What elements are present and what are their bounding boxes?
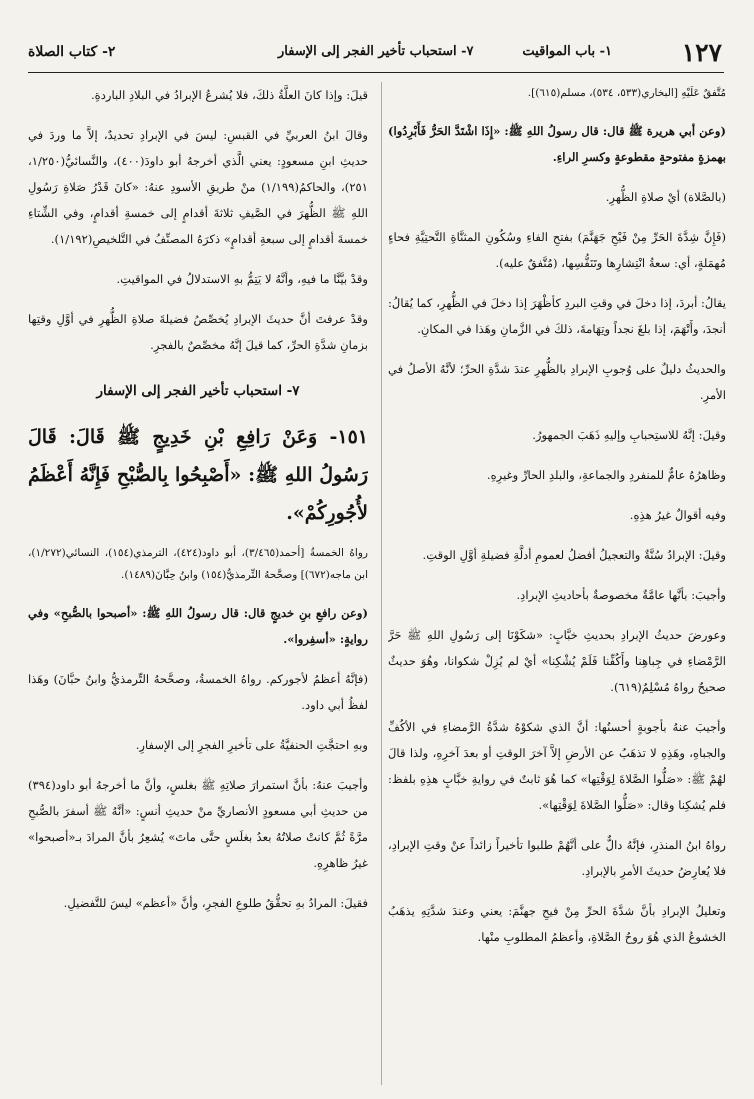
- paragraph: يقالُ: أبردَ، إذا دخلَ في وقتِ البردِ كأظْهَرَ إذا دخلَ في الظُّهرِ، كما يُقالُ: أنجدَ، وأَتْهَمَ، إذا بلغَ نجداً وتِهَامةَ، ذلكَ في الزَّمانِ وهَذا في المكانِ.: [388, 296, 726, 336]
- paragraph: (فإنَّهُ أعظمُ لأجوركم. رواهُ الخمسةُ، وصحَّحهُ التِّرمذيُّ وابنُ حبَّانَ) وهَذا لفظُ أبي داود.: [28, 672, 368, 712]
- paragraph: وقدْ عرفتَ أنَّ حديثَ الإبرادِ يُخصِّصُ فضيلةَ صلاةِ الظُّهرِ في أوَّلِ وقتِها بزمانِ شدَّةِ الحرِّ، كما قيلَ إنَّهُ مخصِّصٌ بالفجرِ.: [28, 312, 368, 352]
- page-number: ١٢٧: [681, 38, 722, 67]
- right-column: [388, 82, 726, 1089]
- hadith-text: ١٥١- وَعَنْ رَافِعِ بْنِ خَدِيجٍ ﷺ قَالَ: قَالَ رَسُولُ اللهِ ﷺ: «أَصْبِحُوا بِالصُّبْحِ فَإِنَّهُ أَعْظَمُ لأُجُورِكُمْ».: [28, 426, 368, 524]
- paragraph: وفيه أقوالٌ غيرُ هذِهِ.: [629, 508, 726, 522]
- column-divider: [381, 82, 382, 1085]
- paragraph: رواهُ ابنُ المنذرِ، فإنَّهُ دالٌّ على أنَّهُمْ طلبوا تأخيراً زائداً عنْ وقتِ الإبرادِ، فلا يُعارِضُ حديثَ الأمرِ بالإبرادِ.: [388, 838, 726, 878]
- paragraph: فقيلَ: المرادُ بهِ تحقُّقُ طلوعِ الفجرِ، وأنَّ «أعظم» ليسَ للتَّفضيلِ.: [63, 896, 368, 910]
- right-column-paragraphs: [388, 82, 726, 950]
- left-column-bottom-paragraphs: [28, 542, 368, 916]
- reference-note: مُتَّفقٌ عَلَيْهِ [البخاري(٥٣٣، ٥٣٤)، مسلم(٦١٥)].: [527, 87, 726, 99]
- paragraph: (بالصَّلاة) أيْ صلاةِ الظُّهرِ.: [605, 190, 726, 204]
- paragraph: وقالَ ابنُ العربيِّ في القبسِ: ليسَ في الإبرادِ تحديدٌ، إلاَّ ما وردَ في حديثِ ابنِ مسعودٍ: يعني الَّذي أخرجهُ أبو داودَ(٤٠٠)، والنَّسائيُّ(١/٢٥٠، ٢٥١)، والحاكمُ(١/١٩٩) منْ طريقِ الأسودِ عنهُ: «كانَ قَدْرُ صَلاةِ رَسُولِ اللهِ ﷺ الظُّهرَ في الصَّيفِ ثلاثةَ أقدامٍ إلى خمسةِ أقدامٍ، وفي الشِّتاءِ خمسةَ أقدامٍ إلى سبعةِ أقدامٍ» ذكرَهُ المصنِّفُ في التَّلخيصِ(١/١٩٢).: [28, 128, 368, 246]
- paragraph: وبهِ احتجَّتِ الحنفيَّةُ على تأخيرِ الفجرِ إلى الإسفارِ.: [135, 738, 368, 752]
- section-heading: ٧- استحباب تأخير الفجر إلى الإسفار: [96, 383, 300, 399]
- reference-note: رواهُ الخمسةُ [أحمد(٣/٤٦٥)، أبو داود(٤٢٤)، الترمذي(١٥٤)، النسائي(١/٢٧٢)، ابن ماجه(٦٧٢)] وصحَّحهُ التِّرمذيُّ(١٥٤) وابنُ حِبَّانَ(١٤٨٩).: [28, 547, 368, 581]
- left-column: [28, 82, 368, 1089]
- paragraph: وأجيبَ عنهُ بأجوبةٍ أحسنُها: أنَّ الذي شكوْهُ شدَّةُ الرَّمضاءِ في الأكُفِّ والجباهِ، وهَذِهِ لا تذهَبُ عن الأرضِ إلاَّ آخرَ الوقتِ أو بعدَ آخرِهِ، ولذا قالَ لهُمْ ﷺ: «صَلُّوا الصَّلاةَ لِوَقْتِها» كما هُوَ ثابتٌ في روايةِ خبَّابٍ هذِهِ بلفظ: فلم يُشكِنا وقال: «صَلُّوا الصَّلاةَ لِوَقْتِها».: [388, 720, 726, 812]
- paragraph: وأجيبَ: بأنَّها عامَّةٌ مخصوصةٌ بأحاديثِ الإبرادِ.: [516, 588, 726, 602]
- header-section-title: ١- باب المواقيت: [522, 44, 612, 59]
- paragraph: وقيلَ: إنَّهُ للاستِحبابِ وإليهِ ذَهَبَ الجمهورُ.: [532, 428, 726, 442]
- paragraph: وتعليلُ الإبرادِ بأنَّ شدَّةَ الحرِّ مِنْ فيحِ جهنَّمَ: يعني وعندَ شدَّتِهِ يذهَبُ الخشوعُ الذي هُوَ روحُ الصَّلاةِ، وأعظمُ المطلوبِ منْها.: [388, 904, 726, 944]
- paragraph: وقيلَ: الإبرادُ سُنَّةٌ والتعجيلُ أفضلُ لعمومِ أدلَّةِ فضيلةِ أوَّلِ الوقتِ.: [422, 548, 726, 562]
- page-header: [28, 38, 724, 73]
- paragraph: وعورضَ حديثُ الإبرادِ بحديثِ خبَّابٍ: «شكَوْنَا إلى رَسُولِ اللهِ ﷺ حَرَّ الرَّمْضاءِ في جِباهِنا وأَكُفِّنا فَلَمْ يُشْكِنا» أيْ لم يُزِلْ شكوانا، وهُوَ حديثٌ صحيحٌ رواهُ مُسْلِمٌ(٦١٩).: [388, 628, 726, 694]
- left-column-top-paragraphs: [28, 82, 368, 358]
- header-book-title: ٢- كتاب الصلاة: [28, 44, 116, 60]
- paragraph: والحديثُ دليلٌ على وُجوبِ الإبرادِ بالظُّهرِ عندَ شدَّةِ الحرِّ؛ لأنَّهُ الأصلُ في الأمرِ.: [388, 362, 726, 402]
- paragraph: وأجيبَ عنهُ: بأنَّ استمرارَ صلاتِهِ ﷺ بغلسٍ، وأنَّ ما أخرجهُ أبو داود(٣٩٤) من حديثِ أبي مسعودٍ الأنصاريِّ منْ حديثِ أنسٍ: «أنَّهُ ﷺ أسفرَ بالصُّبحِ مرَّةً ثُمَّ كانتْ صلاتُهُ بعدُ بغلَسٍ حتَّى ماتَ» يُشعِرُ بأنَّ المرادَ بـ«أصبحوا» غيرُ ظاهرِهِ.: [28, 778, 368, 870]
- paragraph: قيلَ: وإذا كانَ العلَّةُ ذلكَ، فلا يُشرعُ الإبرادُ في البلادِ الباردةِ.: [91, 88, 368, 102]
- paragraph: وظاهرُهُ عامٌّ للمنفردِ والجماعةِ، والبلدِ الحارِّ وغيرِهِ.: [486, 468, 726, 482]
- paragraph: (وعن أبي هريرة ﷺ قال: قال رسولُ اللهِ ﷺ: «إِذَا اشْتَدَّ الحَرُّ فَأَبْرِدُوا) بهمزةٍ مفتوحةٍ مقطوعةٍ وكسرِ الراءِ.: [388, 124, 726, 164]
- paragraph: وقدْ بيَّنَّا ما فيهِ، وأنَّهُ لا يَتِمُّ بهِ الاستدلالُ في المواقيتِ.: [116, 272, 368, 286]
- paragraph: (فَإِنَّ شِدَّةَ الحَرِّ مِنْ فَيْحِ جَهَنَّمَ) بفتحِ الفاءِ وسُكُونِ المثنَّاةِ التَّحتِيَّةِ فحاءٍ مُهمَلةٍ، أي: سعةُ انْتِشارِها وتَنَفُّسِها، (مُتَّفقٌ عليه).: [388, 230, 726, 270]
- header-chapter-title: ٧- استحباب تأخير الفجر إلى الإسفار: [278, 44, 474, 59]
- paragraph: (وعن رافعِ بنِ خديجٍ قال: قال رسولُ اللهِ ﷺ: «أصبحوا بالصُّبحِ» وفي روايةٍ: «أسفِروا».: [28, 606, 368, 646]
